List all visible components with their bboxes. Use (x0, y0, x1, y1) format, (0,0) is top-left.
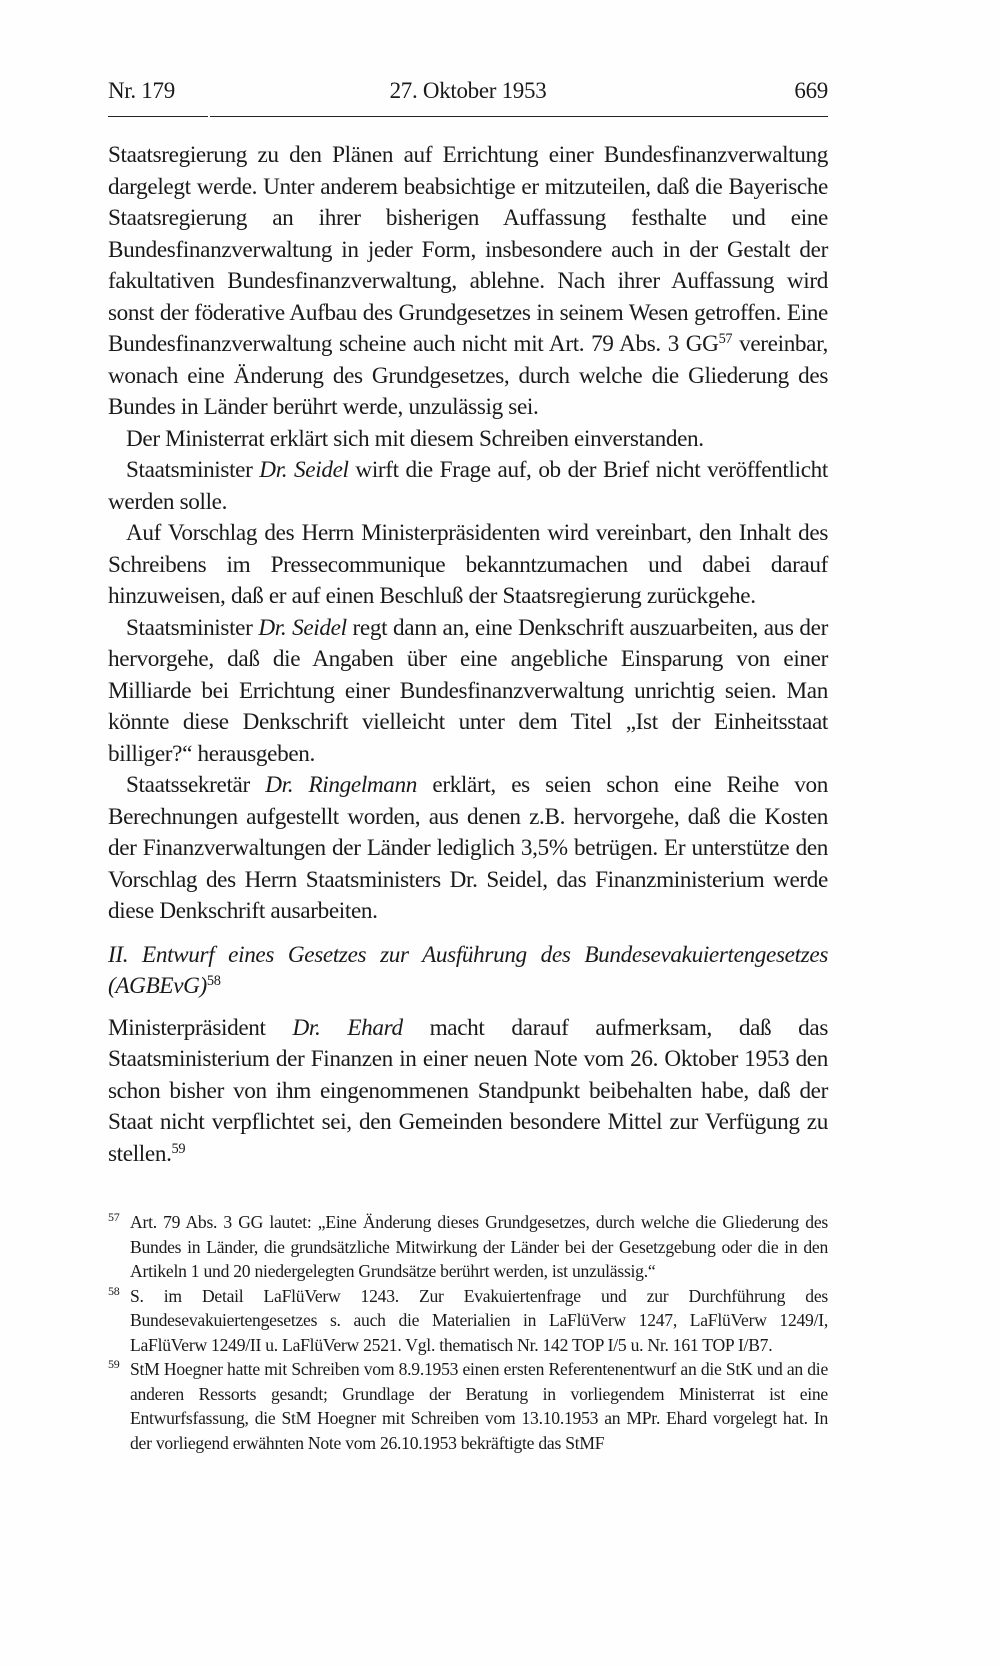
footnote-number: 57 (108, 1210, 120, 1224)
speaker-name: Dr. Seidel (259, 457, 349, 483)
footnote-text: StM Hoegner hatte mit Schreiben vom 8.9.1953 einen ersten Referentenentwurf an die StK und an die anderen Ressorts gesandt; Grundlage der Beratung in vorliegendem Ministerrat ist eine Entwurfsfassung, die StM Hoegner mit Schreiben vom 13.10.1953 an MPr. Ehard vorgelegt hat. In der vorliegend erwähnten Note vom 26.10.1953 bekräftigte das StMF (130, 1359, 828, 1453)
running-head (108, 78, 828, 112)
speaker-name: Dr. Seidel (258, 614, 347, 641)
speaker-name: Dr. Ehard (292, 1014, 403, 1041)
footnote-ref-58[interactable]: 58 (206, 973, 221, 990)
page-number: 669 (794, 78, 828, 103)
paragraph: Staatsregierung zu den Plänen auf Errichtung einer Bundesfinanzverwaltung dargelegt werde. Unter anderem beabsichtige er mitzuteilen, daß die Bayerische Staatsregierung an ihrer bisherigen Auffassung festhalte und eine Bundesfinanzverwaltung in jeder Form, insbesondere auch in der Gestalt der fakultativen Bundesfinanzverwaltung, ablehne. Nach ihrer Auffassung wird sonst der föderative Aufbau des Grundgesetzes in seinem Wesen getroffen. Eine Bundesfinanzverwaltung scheine auch nicht mit Art. 79 Abs. 3 GG$^{57}$ vereinbar, wonach eine Änderung des Grundgesetzes, durch welche die Gliederung des Bundes in Länder berührt werde, unzulässig sei. (108, 142, 829, 420)
document-number: Nr. 179 (108, 78, 175, 103)
footnote (108, 1357, 828, 1455)
footnote-text: S. im Detail LaFlüVerw 1243. Zur Evakuiertenfrage und zur Durchführung des Bundesevakuiertengesetzes s. auch die Materialien in LaFlüVerw 1247, LaFlüVerw 1249/I, LaFlüVerw 1249/II u. LaFlüVerw 2521. Vgl. thematisch Nr. 142 TOP I/5 u. Nr. 161 TOP I/B7. (130, 1285, 828, 1355)
header-rule (108, 116, 828, 117)
paragraph: Staatssekretär Dr. Ringelmann erklärt, es seien schon eine Reihe von Berechnungen aufgestellt worden, aus denen z.B. hervorgehe, daß die Kosten der Finanzverwaltungen der Länder lediglich 3,5% betrügen. Er unterstütze den Vorschlag des Herrn Staatsministers Dr. Seidel, das Finanzministerium werde diese Denkschrift ausarbeiten. (108, 772, 829, 924)
footnote-ref-59[interactable]: 59 (171, 1140, 186, 1157)
section-heading: II. Entwurf eines Gesetzes zur Ausführung des Bundesevakuiertengesetzes (AGBEvG)$^{58}$ (108, 941, 828, 999)
paragraph: Ministerpräsident Dr. Ehard macht darauf aufmerksam, daß das Staatsministerium der Finanzen in einer neuen Note vom 26. Oktober 1953 den schon bisher von ihm eingenommenen Standpunkt beibehalten habe, daß der Staat nicht verpflichtet sei, den Gemeinden besondere Mittel zur Verfügung zu stellen.$^{59}$ (108, 1014, 829, 1167)
footnote-number: 59 (108, 1357, 120, 1371)
paragraph: Auf Vorschlag des Herrn Ministerpräsidenten wird vereinbart, den Inhalt des Schreibens im Pressecommunique bekanntzumachen und dabei darauf hinzuweisen, daß er auf einen Beschluß der Staatsregierung zurückgehe. (108, 520, 828, 609)
footnote-number: 58 (108, 1283, 120, 1298)
footnote-ref-57[interactable]: 57 (718, 331, 733, 348)
footnotes (108, 1210, 828, 1455)
paragraph: Staatsminister Dr. Seidel regt dann an, eine Denkschrift auszuarbeiten, aus der hervorgehe, daß die Angaben über eine angebliche Einsparung von einer Milliarde bei Errichtung einer Bundesfinanzverwaltung unrichtig seien. Man könnte diese Denkschrift vielleicht unter dem Titel „Ist der Einheitsstaat billiger?“ herausgeben. (108, 614, 828, 767)
paragraph: Staatsminister Dr. Seidel wirft die Frage auf, ob der Brief nicht veröffentlicht werden solle. (108, 457, 828, 515)
main-text (108, 140, 828, 1170)
document-date: 27. Oktober 1953 (389, 78, 547, 103)
footnote (108, 1284, 828, 1358)
header-rule-gap (208, 115, 210, 118)
speaker-name: Dr. Ringelmann (265, 772, 418, 798)
paragraph: Der Ministerrat erklärt sich mit diesem Schreiben einverstanden. (126, 425, 704, 452)
footnote (108, 1210, 828, 1284)
footnote-text: Art. 79 Abs. 3 GG lautet: „Eine Änderung dieses Grundgesetzes, durch welche die Gliederung des Bundes in Länder, die grundsätzliche Mitwirkung der Länder bei der Gesetzgebung oder die in den Artikeln 1 und 20 niedergelegten Grundsätze berührt werden, ist unzulässig.“ (130, 1212, 828, 1281)
